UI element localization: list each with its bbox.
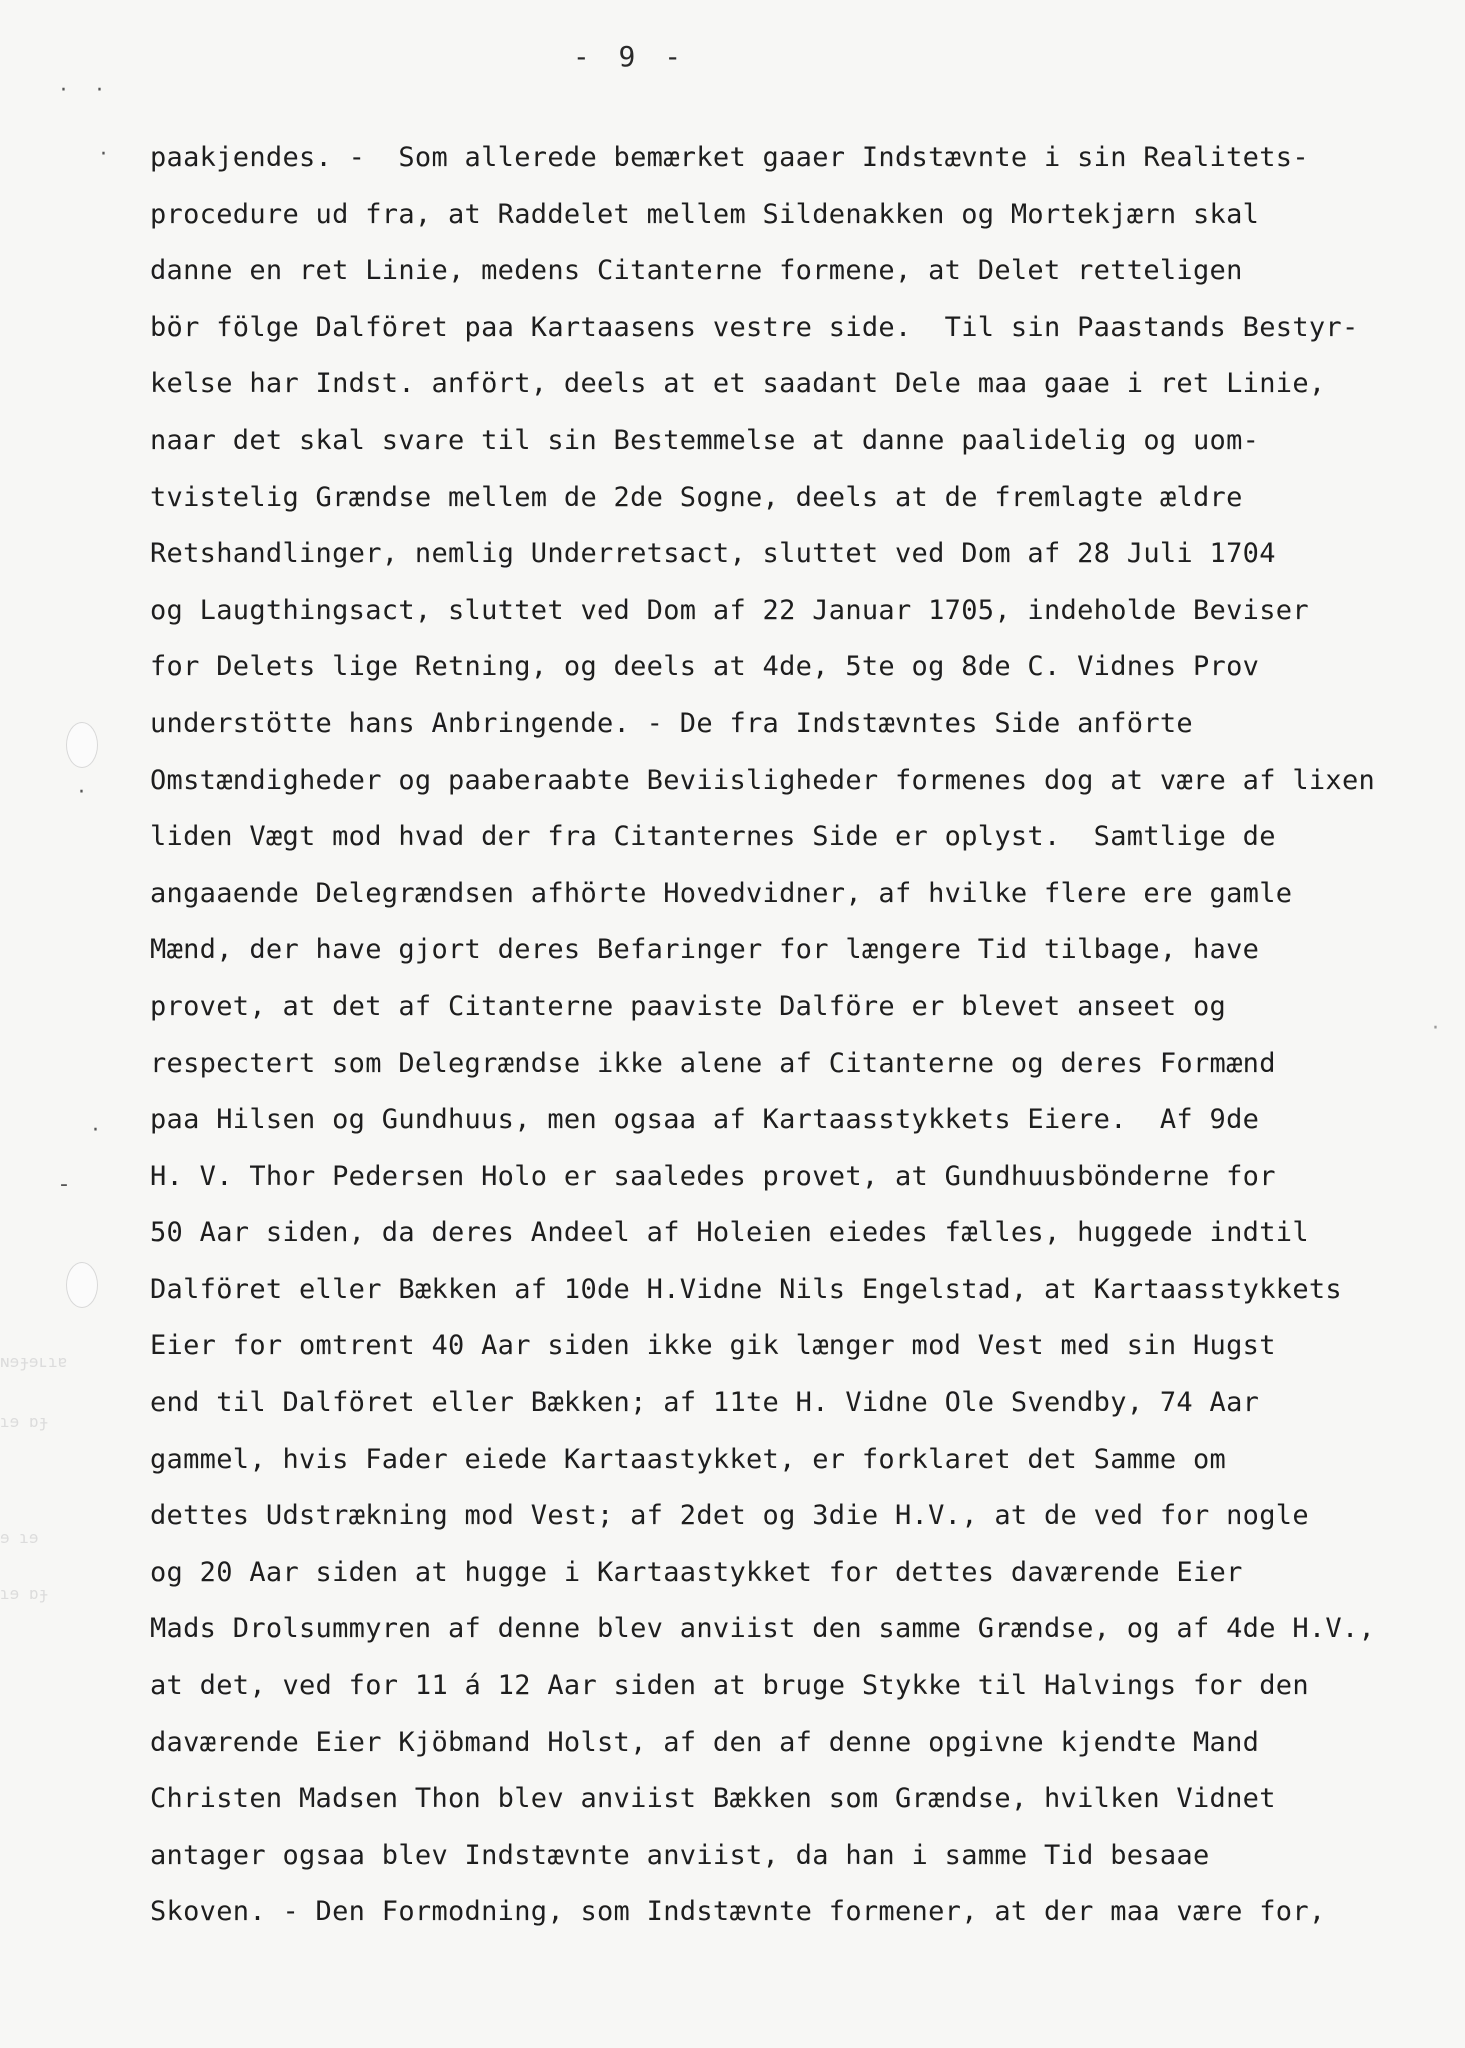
- text-line: antager ogsaa blev Indstævnte anviist, da han i samme Tid besaae: [150, 1839, 1210, 1871]
- body-text: [150, 130, 1440, 1941]
- margin-dot: ·: [96, 78, 103, 103]
- text-line: tvistelig Grændse mellem de 2de Sogne, deels at de fremlagte ældre: [150, 481, 1243, 513]
- text-line: end til Dalföret eller Bækken; af 11te H. Vidne Ole Svendby, 74 Aar: [150, 1387, 1260, 1419]
- text-line: Christen Madsen Thon blev anviist Bækken som Grændse, hvilken Vidnet: [150, 1783, 1276, 1815]
- text-line: Omstændigheder og paaberaabte Beviisligheder formenes dog at være af lixen: [150, 764, 1376, 796]
- text-line: for Delets lige Retning, og deels at 4de, 5te og 8de C. Vidnes Prov: [150, 651, 1260, 683]
- text-line: Skoven. - Den Formodning, som Indstævnte formener, at der maa være for,: [150, 1896, 1326, 1928]
- text-line: daværende Eier Kjöbmand Holst, af den af denne opgivne kjendte Mand: [150, 1726, 1260, 1758]
- text-line: respectert som Delegrændse ikke alene af Citanterne og deres Formænd: [150, 1047, 1276, 1079]
- margin-dash: -: [60, 1172, 68, 1197]
- text-line: Eier for omtrent 40 Aar siden ikke gik længer mod Vest med sin Hugst: [150, 1330, 1276, 1362]
- text-line: naar det skal svare til sin Bestemmelse at danne paalidelig og uom-: [150, 424, 1260, 456]
- text-line: procedure ud fra, at Raddelet mellem Sildenakken og Mortekjærn skal: [150, 198, 1260, 230]
- text-line: og Laugthingsact, sluttet ved Dom af 22 Januar 1705, indeholde Beviser: [150, 594, 1309, 626]
- text-line: understötte hans Anbringende. - De fra Indstævntes Side anförte: [150, 707, 1193, 739]
- text-line: dettes Udstrækning mod Vest; af 2det og 3die H.V., at de ved for nogle: [150, 1500, 1309, 1532]
- text-line: angaaende Delegrændsen afhörte Hovedvidner, af hvilke flere ere gamle: [150, 877, 1293, 909]
- bleed-through-text: ɿɘ ɒɟ: [0, 1412, 49, 1431]
- punch-hole: [66, 1262, 98, 1308]
- margin-dot: ·: [100, 142, 107, 167]
- text-line: H. V. Thor Pedersen Holo er saaledes provet, at Gundhuusbönderne for: [150, 1160, 1276, 1192]
- bleed-through-text: ɿɘ ɒɟ: [0, 1584, 49, 1603]
- margin-dot: ·: [92, 1118, 99, 1143]
- punch-hole: [66, 722, 98, 768]
- text-line: liden Vægt mod hvad der fra Citanternes Side er oplyst. Samtlige de: [150, 821, 1276, 853]
- text-line: paakjendes. - Som allerede bemærket gaaer Indstævnte i sin Realitets-: [150, 142, 1309, 173]
- text-line: 50 Aar siden, da deres Andeel af Holeien eiedes fælles, huggede indtil: [150, 1217, 1309, 1249]
- text-line: gammel, hvis Fader eiede Kartaastykket, er forklaret det Samme om: [150, 1443, 1227, 1475]
- text-line: og 20 Aar siden at hugge i Kartaastykket for dettes daværende Eier: [150, 1556, 1243, 1588]
- bleed-through-text: ɘ ɿɘ: [0, 1528, 39, 1547]
- bleed-through-text: ɴɘɟɘʟɿɐ: [0, 1352, 68, 1371]
- text-line: provet, at det af Citanterne paaviste Dalföre er blevet anseet og: [150, 990, 1227, 1022]
- page-number: - 9 -: [572, 40, 688, 73]
- margin-dot: ·: [1432, 1016, 1439, 1041]
- text-line: kelse har Indst. anfört, deels at et saadant Dele maa gaae i ret Linie,: [150, 368, 1326, 400]
- text-line: bör fölge Dalföret paa Kartaasens vestre side. Til sin Paastands Bestyr-: [150, 311, 1359, 343]
- margin-dot: ·: [60, 78, 67, 103]
- text-line: Dalföret eller Bækken af 10de H.Vidne Nils Engelstad, at Kartaasstykkets: [150, 1273, 1342, 1305]
- text-line: paa Hilsen og Gundhuus, men ogsaa af Kartaasstykkets Eiere. Af 9de: [150, 1104, 1260, 1136]
- margin-dot: ·: [78, 780, 85, 805]
- text-line: Retshandlinger, nemlig Underretsact, sluttet ved Dom af 28 Juli 1704: [150, 538, 1276, 570]
- text-line: Mænd, der have gjort deres Befaringer for længere Tid tilbage, have: [150, 934, 1260, 966]
- text-line: at det, ved for 11 á 12 Aar siden at bruge Stykke til Halvings for den: [150, 1670, 1309, 1702]
- text-line: Mads Drolsummyren af denne blev anviist den samme Grændse, og af 4de H.V.,: [150, 1613, 1376, 1645]
- text-line: danne en ret Linie, medens Citanterne formene, at Delet retteligen: [150, 255, 1243, 287]
